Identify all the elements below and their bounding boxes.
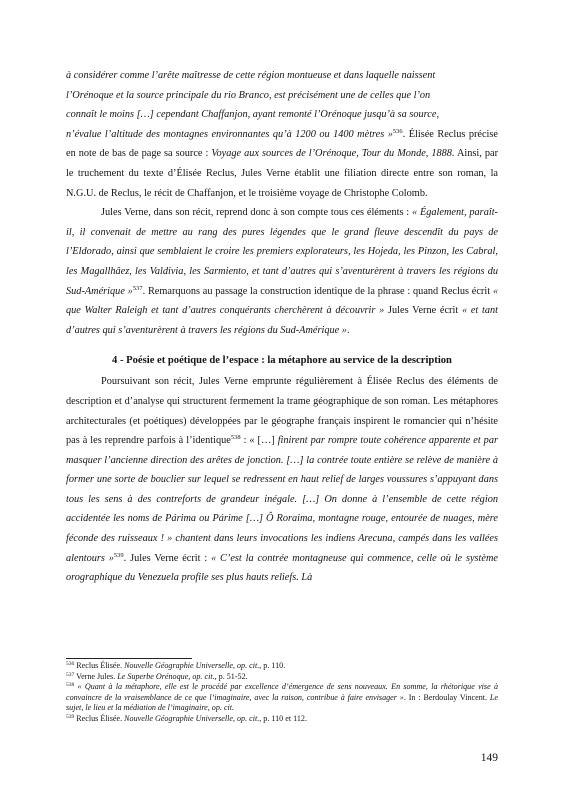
footnote-author: Verne Jules. bbox=[74, 671, 118, 681]
paragraph-3-intro: Poursuivant son récit, Jules Verne emprunte régulièrement à Élisée Reclus des éléments de description et d’analyse qui structurent fermement la trame géographique de son roman. Les métaphores architecturales (et poétiques) développées par le géographe français inspirent le romancier qui n’hésite pas à les reprendre parfois à l’identique bbox=[66, 376, 498, 447]
paragraph-1-text-end: Ainsi, par le truchement du texte d’Élisée Reclus, Jules Verne établit une filiation directe entre son roman, la N.G.U. de Reclus, le récit de Chaffanjon, et le troisième voyage de Christophe Colomb. bbox=[66, 148, 499, 199]
paragraph-2-intro: Jules Verne, dans son récit, reprend donc à son compte tous ces éléments : bbox=[101, 207, 412, 219]
footnote-number: 536 bbox=[66, 661, 75, 667]
footnote-ref-537[interactable]: 537 bbox=[132, 284, 143, 292]
verne-quote-contree: « C’est la contrée montagneuse qui commence, celle où le système orographique du Venezuela profile ses plus hauts reliefs. Là bbox=[66, 552, 498, 584]
page-number: 149 bbox=[480, 752, 498, 764]
footnote-ref-539[interactable]: 539 bbox=[113, 551, 124, 559]
footnote-537 bbox=[66, 672, 498, 683]
footnote-number: 537 bbox=[66, 671, 75, 678]
reclus-quote-relief: finirent par rompre toute cohérence apparente et par masquer l’ancienne direction des arêtes de jonction. […] la contrée toute entière se relève de manière à former une sorte de bouclier sur lequel se redressent en haut relief de larges voussures s’appuyant dans tous les sens à des contreforts de grandeur inégale. […] On donne à l’ensemble de cette région accidentée les noms de Párima ou Párime […] Ô Roraima, montagne rouge, entourée de nuages, mère féconde des ruisseaux ! » chantent dans leurs invocations les indiens Arecuna, campés dans les vallées alentours » bbox=[66, 435, 498, 564]
footnotes bbox=[66, 661, 498, 724]
footnote-pages: , p. 110 et 112. bbox=[259, 713, 307, 723]
quote-line-4: n’évalue l’altitude des montagnes environnantes qu’à 1200 ou 1400 mètres » bbox=[66, 128, 393, 140]
footnote-author: . In : Berdoulay Vincent. bbox=[403, 692, 490, 702]
paragraph-2-end: . bbox=[346, 324, 350, 336]
footnote-author: Reclus Élisée. bbox=[74, 661, 125, 670]
paragraph-3-text: : « […] bbox=[240, 435, 278, 447]
footnote-pages: , p. 51-52. bbox=[214, 671, 248, 681]
quote-line-2: l’Orénoque et la source principale du rio Branco, est précisément une de celles que l’on bbox=[66, 89, 431, 101]
paragraph-3 bbox=[66, 372, 498, 588]
reclus-source-title: Voyage aux sources de l’Orénoque, Tour du Monde, 1888. bbox=[211, 148, 455, 160]
footnote-ref-536[interactable]: 536 bbox=[392, 127, 403, 135]
paragraph-3-text-2: . Jules Verne écrit : bbox=[123, 552, 212, 564]
footnote-quote: « Quant à la métaphore, elle est le procédé par excellence d’émergence de sens nouveaux. En somme, la rhétorique vise à convaincre de la vraisemblance de ce que l’imaginaire, avec la raison, contribue à faire envisager » bbox=[66, 682, 498, 702]
paragraph-1-text: . Élisée Reclus précise en note de bas de page sa source : bbox=[66, 128, 498, 160]
footnote-author: Reclus Élisée. bbox=[74, 713, 125, 723]
footnote-title: Le Superbe Orénoque, op. cit. bbox=[117, 671, 215, 681]
verne-quote-eldorado: « Également, paraît-il, il convenait de mettre au rang des pures légendes que le grand fleuve descendît du pays de l’Eldorado, ainsi que semblaient le croire les premiers explorateurs, les Hojeda, les Pinzon, les Cabral, les Magallhâez, les Valdivia, les Sarmiento, et tant d’autres qui s’aventurèrent à travers les régions du Sud-Amérique » bbox=[66, 207, 498, 297]
quote-line-3: connaît le moins […] cependant Chaffanjon, ayant remonté l’Orénoque jusqu’à sa source, bbox=[66, 109, 440, 121]
section-heading: 4 - Poésie et poétique de l’espace : la métaphore au service de la description bbox=[112, 355, 452, 367]
paragraph-2-text: . Remarquons au passage la construction identique de la phrase : quand Reclus écrit bbox=[142, 285, 493, 297]
footnote-538 bbox=[66, 682, 498, 714]
quote-line-1: à considérer comme l’arête maîtresse de cette région montueuse et dans laquelle naissent bbox=[66, 70, 436, 81]
footnote-pages: , p. 110. bbox=[259, 661, 286, 670]
footnote-title: Le sujet, le lieu et la médiation de l’imaginaire, op. cit. bbox=[66, 692, 498, 712]
footnote-number: 539 bbox=[66, 713, 75, 720]
verne-quote-aventurerent: « et tant d’autres qui s’aventurèrent à travers les régions du Sud-Amérique » bbox=[66, 305, 498, 336]
footnote-number: 538 bbox=[66, 682, 75, 688]
paragraph-2 bbox=[66, 203, 498, 340]
reclus-quote-raleigh: « que Walter Raleigh et tant d’autres conquérants cherchèrent à découvrir » bbox=[66, 285, 498, 317]
paragraph-2-text-2: Jules Verne écrit bbox=[384, 305, 462, 317]
footnote-536 bbox=[66, 661, 498, 672]
footnote-ref-538[interactable]: 538 bbox=[230, 434, 241, 442]
footnote-title: Nouvelle Géographie Universelle, op. cit. bbox=[124, 661, 260, 670]
paragraph-1 bbox=[66, 66, 498, 203]
footnote-title: Nouvelle Géographie Universelle, op. cit. bbox=[124, 713, 260, 723]
footnote-separator bbox=[66, 658, 192, 659]
footnote-539 bbox=[66, 714, 498, 725]
body-text bbox=[66, 66, 498, 588]
